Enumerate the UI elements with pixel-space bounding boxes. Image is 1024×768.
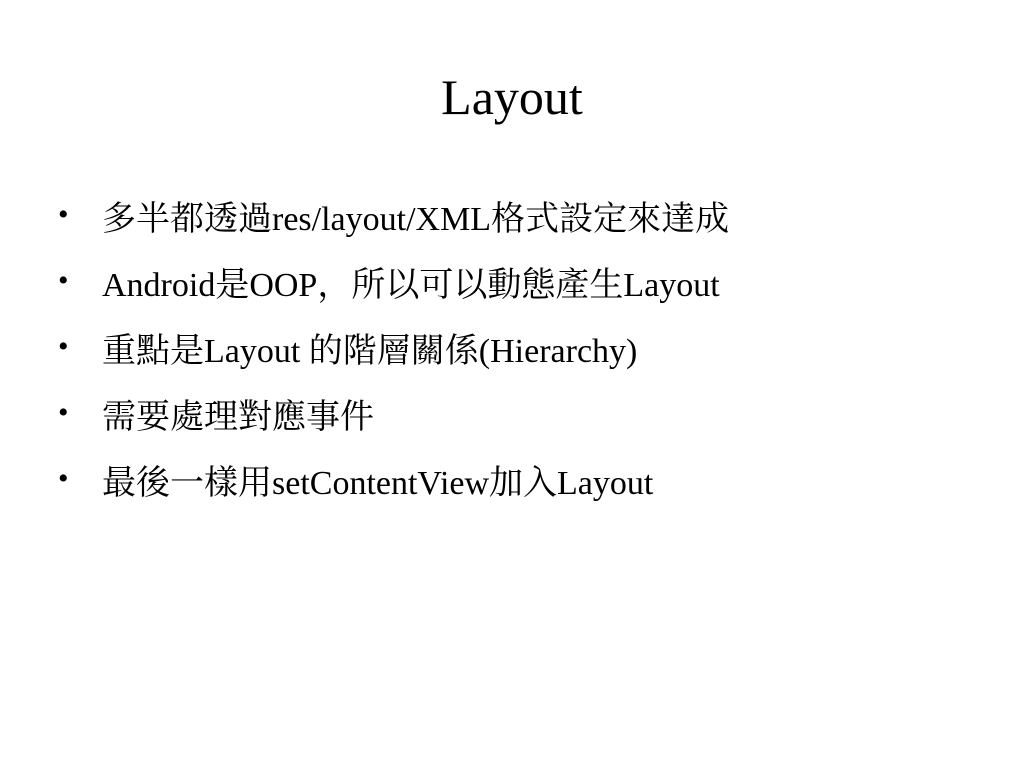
bullet-list <box>58 182 998 512</box>
bullet-text: 最後一樣用setContentView加入Layout <box>102 464 654 502</box>
bullet-icon: • <box>58 330 69 363</box>
slide-title: Layout <box>441 69 583 125</box>
bullet-icon: • <box>58 396 69 429</box>
bullet-text: Android是OOP，所以可以動態產生Layout <box>102 266 720 304</box>
bullet-text: 需要處理對應事件 <box>102 398 374 436</box>
bullet-text: 多半都透過res/layout/XML格式設定來達成 <box>102 200 730 238</box>
bullet-item <box>58 248 998 314</box>
bullet-text: 重點是Layout 的階層關係(Hierarchy) <box>102 332 638 370</box>
bullet-icon: • <box>58 198 69 231</box>
bullet-item <box>58 380 998 446</box>
bullet-icon: • <box>58 462 69 495</box>
bullet-item <box>58 182 998 248</box>
bullet-item <box>58 446 998 512</box>
bullet-icon: • <box>58 264 69 297</box>
bullet-item <box>58 314 998 380</box>
